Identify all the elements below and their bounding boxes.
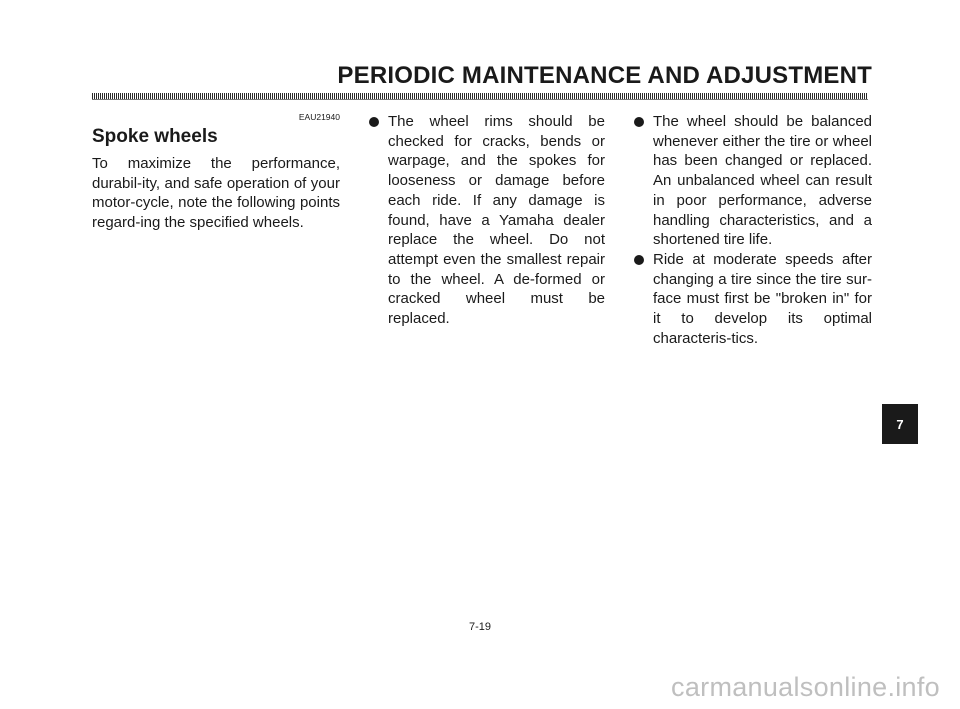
- column-middle: [369, 112, 605, 329]
- page-number: 7-19: [468, 621, 492, 633]
- bullet-icon: [634, 255, 644, 265]
- chapter-tab-number: 7: [896, 416, 904, 432]
- section-code: EAU21940: [298, 112, 340, 122]
- bullet-text: Ride at moderate speeds after changing a tire since the tire sur-face must first be "broken in" for it to develop its optimal characteris-tics.: [653, 250, 872, 347]
- watermark: carmanualsonline.info: [671, 672, 940, 702]
- bullet-item: [634, 250, 872, 349]
- page-header-title: PERIODIC MAINTENANCE AND ADJUSTMENT: [337, 62, 872, 89]
- header-rule: [92, 93, 868, 99]
- intro-paragraph: To maximize the performance, durabil-ity, and safe operation of your motor-cycle, note the following points regard-ing the specified wheels.: [92, 155, 340, 232]
- bullet-item: [369, 112, 605, 329]
- bullet-icon: [369, 117, 379, 127]
- bullet-icon: [634, 117, 644, 127]
- chapter-tab: [882, 404, 918, 444]
- section-title: Spoke wheels: [92, 126, 218, 147]
- column-left: [92, 112, 340, 233]
- bullet-item: [634, 112, 872, 250]
- column-right: [634, 112, 872, 348]
- bullet-text: The wheel should be balanced whenever either the tire or wheel has been changed or replaced. An unbalanced wheel can result in poor performance, adverse handling characteristics, and a shortened tire life.: [653, 113, 872, 249]
- bullet-text: The wheel rims should be checked for cracks, bends or warpage, and the spokes for looseness or damage before each ride. If any damage is found, have a Yamaha dealer replace the wheel. Do not attempt even the smallest repair to the wheel. A de-formed or cracked wheel must be replaced.: [388, 113, 605, 328]
